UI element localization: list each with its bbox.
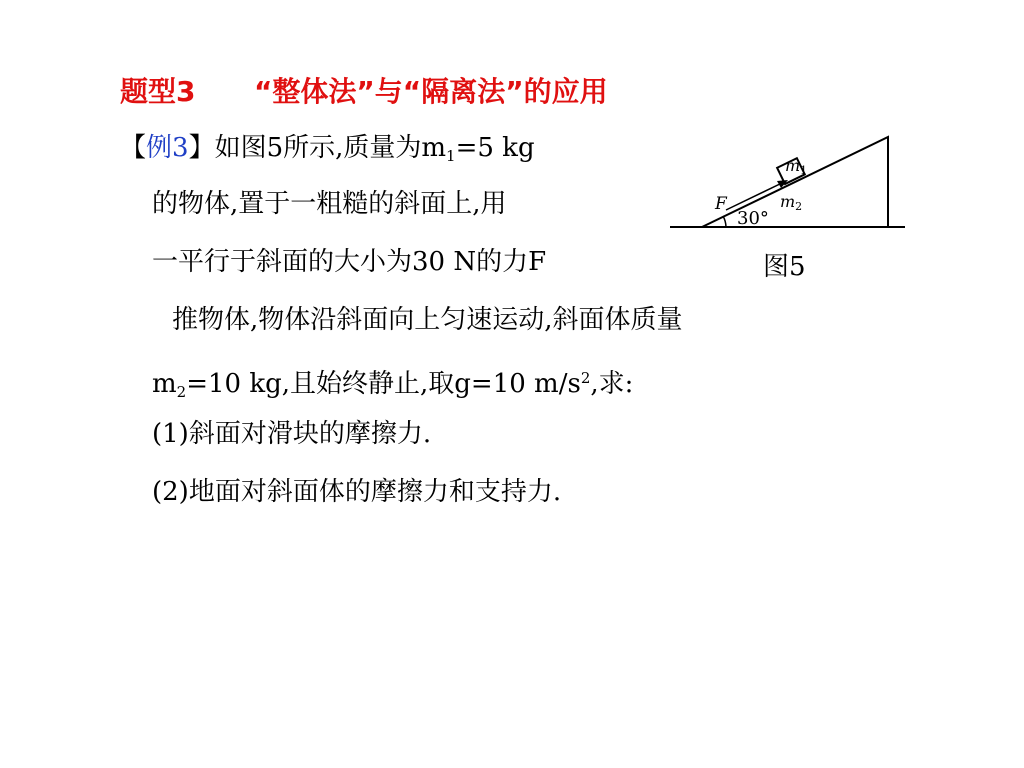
line5-end: ,求: bbox=[590, 369, 634, 399]
line5-middle: =10 kg,且始终静止,取g=10 m/s bbox=[186, 369, 581, 399]
problem-line-5 bbox=[152, 360, 633, 410]
example-label: 例3 bbox=[146, 133, 189, 163]
bracket-open: 【 bbox=[120, 133, 147, 163]
problem-line-1 bbox=[120, 130, 535, 174]
question-2: (2)地面对斜面体的摩擦力和支持力. bbox=[152, 477, 562, 507]
line5-subscript: 2 bbox=[176, 383, 187, 401]
line5-m: m bbox=[152, 369, 177, 399]
bracket-close: 】 bbox=[188, 133, 215, 163]
force-arrow-line bbox=[726, 182, 784, 210]
title-topic: “整体法”与“隔离法”的应用 bbox=[253, 75, 608, 108]
slide-title bbox=[120, 70, 608, 110]
title-prefix: 题型3 bbox=[120, 75, 196, 108]
figure-caption: 图5 bbox=[763, 252, 806, 282]
problem-line-3: 一平行于斜面的大小为30 N的力F bbox=[152, 247, 547, 277]
angle-arc bbox=[723, 216, 726, 227]
incline-body bbox=[702, 137, 888, 227]
line1-text: 如图5所示,质量为m bbox=[214, 133, 447, 163]
incline-figure bbox=[660, 130, 910, 240]
problem-line-2: 的物体,置于一粗糙的斜面上,用 bbox=[152, 189, 507, 219]
block-label: m1 bbox=[785, 156, 808, 177]
line1-end: =5 kg bbox=[455, 133, 535, 163]
force-label: F bbox=[715, 194, 727, 214]
problem-line-4: 推物体,物体沿斜面向上匀速运动,斜面体质量 bbox=[172, 305, 683, 335]
line5-superscript: 2 bbox=[580, 369, 591, 387]
question-1: (1)斜面对滑块的摩擦力. bbox=[152, 419, 432, 449]
incline-label: m2 bbox=[780, 192, 803, 213]
title-gap bbox=[195, 75, 254, 108]
angle-label: 30° bbox=[737, 208, 769, 229]
line1-subscript: 1 bbox=[446, 147, 456, 165]
